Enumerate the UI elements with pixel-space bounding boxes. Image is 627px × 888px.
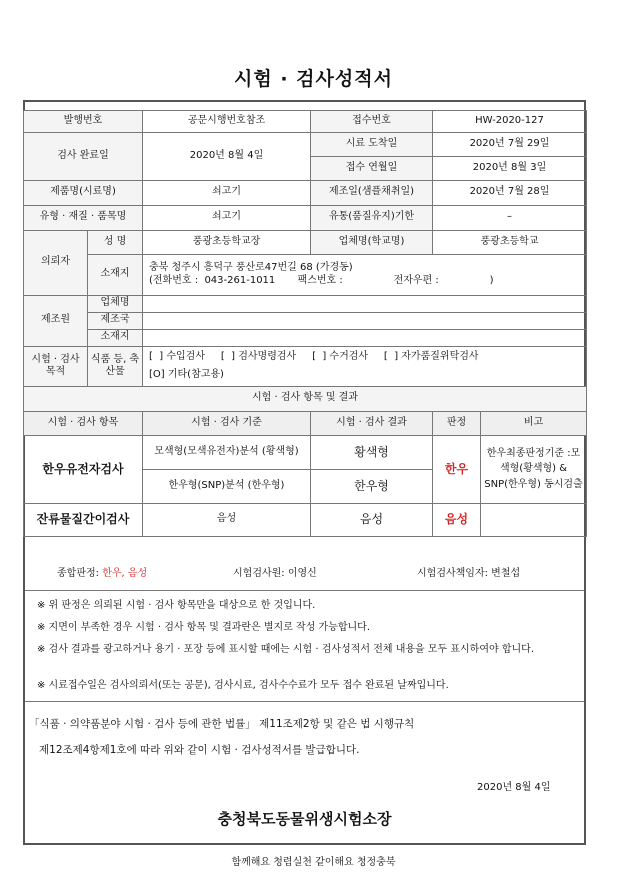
- type-value: 쇠고기: [143, 205, 311, 230]
- results-section-title: 시험 · 검사 항목 및 결과: [24, 386, 587, 411]
- header-criteria: 시험 · 검사 기준: [143, 411, 311, 435]
- expiry-label: 유통(품질유지)기한: [311, 205, 433, 230]
- completed-label: 검사 완료일: [24, 132, 143, 180]
- name-label: 성 명: [88, 230, 143, 254]
- expiry-value: –: [433, 205, 587, 230]
- issuance-section: [25, 704, 584, 843]
- maker-company-value: [143, 295, 587, 312]
- receipt-no-label: 접수번호: [311, 110, 433, 132]
- issuing-authority: 충청북도동물위생시험소장: [217, 810, 392, 828]
- overall-judgment-value: 한우, 음성: [102, 568, 148, 579]
- name-value: 풍광초등학교장: [143, 230, 311, 254]
- maker-label: 제조원: [24, 295, 88, 346]
- maker-company-label: 업체명: [88, 295, 143, 312]
- issuance-line2: 제12조제4항제1호에 따라 위와 같이 시험 · 검사성적서를 발급합니다.: [39, 744, 360, 756]
- sample-arrival-label: 시료 도착일: [311, 132, 433, 156]
- note-1: ※ 위 판정은 의뢰된 시험 · 검사 항목만을 대상으로 한 것입니다.: [37, 600, 316, 611]
- issue-no-row: [24, 110, 587, 132]
- address-label: 소재지: [88, 254, 143, 295]
- note-2: ※ 지면이 부족한 경우 시험 · 검사 항목 및 결과란은 별지로 작성 가능합니다.: [37, 622, 371, 633]
- summary-section: [25, 552, 584, 588]
- mfg-date-value: 2020년 7월 28일: [433, 180, 587, 205]
- report-table: [23, 100, 587, 537]
- item-residue-test: 잔류물질간이검사: [24, 503, 143, 536]
- footer-slogan: 함께해요 청렴실천 같이해요 청정충북: [231, 857, 396, 868]
- inspector: 시험검사원: 이영신: [233, 568, 317, 579]
- item-genetic-test: 한우유전자검사: [24, 435, 143, 503]
- judgment-residue: 음성: [433, 503, 481, 536]
- criteria-residue: 음성: [143, 503, 311, 536]
- issue-no-label: 발행번호: [24, 110, 143, 132]
- header-remark: 비고: [481, 411, 587, 435]
- note-4: ※ 시료접수일은 검사의뢰서(또는 공문), 검사시료, 검사수수료가 모두 접수 완료된 날짜입니다.: [37, 680, 449, 691]
- receipt-date-value: 2020년 8월 3일: [433, 156, 587, 180]
- issuance-line1: 「식품 · 의약품분야 시험 · 검사 등에 관한 법률」 제11조제2항 및 같은 법 시행규칙: [29, 718, 415, 730]
- overall-judgment: [57, 564, 147, 579]
- purpose-sub-label: 식품 등, 축산물: [88, 346, 143, 386]
- maker-country-label: 제조국: [88, 312, 143, 329]
- issue-no-value: 공문시행번호참조: [143, 110, 311, 132]
- judgment-hanwoo: 한우: [433, 435, 481, 503]
- note-3: ※ 검사 결과를 광고하거나 용기 · 포장 등에 표시할 때에는 시험 · 검사성적서 전체 내용을 모두 표시하여야 합니다.: [37, 644, 534, 655]
- address-line1: 충북 청주시 흥덕구 풍산로47번길 68 (가경동): [149, 262, 353, 273]
- criteria-snp: 한우형(SNP)분석 (한우형): [143, 469, 311, 503]
- remark-hanwoo: 한우최종판정기준 :모색형(황색형) & SNP(한우형) 동시검출: [481, 435, 587, 503]
- remark-residue: [481, 503, 587, 536]
- header-judgment: 판정: [433, 411, 481, 435]
- maker-address-value: [143, 329, 587, 346]
- results-header-row: [24, 411, 587, 435]
- product-label: 제품명(시료명): [24, 180, 143, 205]
- company-value: 풍광초등학교: [433, 230, 587, 254]
- result-snp: 한우형: [311, 469, 433, 503]
- purpose-options: [143, 346, 587, 386]
- issuance-date: 2020년 8월 4일: [477, 782, 551, 793]
- maker-country-value: [143, 312, 587, 329]
- type-label: 유형 · 재질 · 품목명: [24, 205, 143, 230]
- company-label: 업체명(학교명): [311, 230, 433, 254]
- inspection-manager: 시험검사책임자: 변철섭: [417, 568, 521, 579]
- header-item: 시험 · 검사 항목: [24, 411, 143, 435]
- client-label: 의뢰자: [24, 230, 88, 295]
- mfg-date-label: 제조일(샘플채취일): [311, 180, 433, 205]
- address-value: [143, 254, 587, 295]
- result-residue: 음성: [311, 503, 433, 536]
- document-title: 시험 · 검사성적서: [234, 68, 393, 90]
- sample-arrival-value: 2020년 7월 29일: [433, 132, 587, 156]
- purpose-line2: [O] 기타(참고용): [149, 368, 224, 380]
- receipt-date-label: 접수 연월일: [311, 156, 433, 180]
- address-line2: (전화번호 : 043-261-1011 팩스번호 : 전자우편 : ): [149, 274, 494, 286]
- notes-section: [25, 590, 584, 702]
- header-result: 시험 · 검사 결과: [311, 411, 433, 435]
- purpose-line1: [ ] 수입검사 [ ] 검사명령검사 [ ] 수거검사 [ ] 자가품질위탁검사: [149, 351, 479, 362]
- result-coat-color: 황색형: [311, 435, 433, 469]
- purpose-label: 시험 · 검사 목적: [24, 346, 88, 386]
- product-value: 쇠고기: [143, 180, 311, 205]
- overall-judgment-label: 종합판정:: [57, 568, 103, 579]
- maker-address-label: 소재지: [88, 329, 143, 346]
- completed-value: 2020년 8월 4일: [143, 132, 311, 180]
- receipt-no-value: HW-2020-127: [433, 110, 587, 132]
- criteria-coat-color: 모색형(모색유전자)분석 (황색형): [143, 435, 311, 469]
